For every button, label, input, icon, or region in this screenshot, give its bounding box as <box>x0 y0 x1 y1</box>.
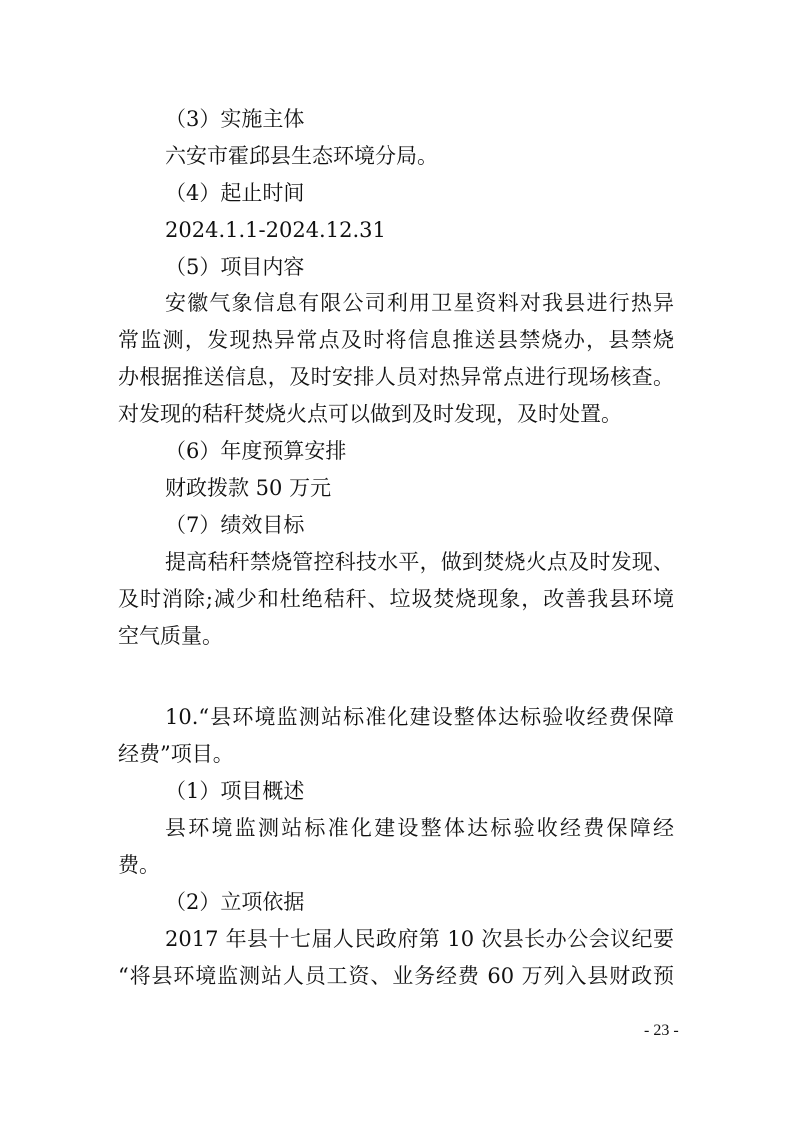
paragraph-project-content-line-1: 安徽气象信息有限公司利用卫星资料对我县进行热异 <box>165 291 674 315</box>
paragraph-annual-budget: 财政拨款 50 万元 <box>165 476 332 500</box>
heading-project-overview: （1）项目概述 <box>165 779 305 803</box>
heading-performance-goals: （7）绩效目标 <box>165 513 305 537</box>
paragraph-project-content-line-4: 对发现的秸秆焚烧火点可以做到及时发现，及时处置。 <box>118 402 622 426</box>
paragraph-project-basis-line-1: 2017 年县十七届人民政府第 10 次县长办公会议纪要 <box>165 927 674 951</box>
paragraph-performance-goals-line-3: 空气质量。 <box>118 624 223 648</box>
paragraph-project-basis-line-2: “将县环境监测站人员工资、业务经费 60 万列入县财政预 <box>118 964 674 988</box>
paragraph-performance-goals-line-2: 及时消除;减少和杜绝秸秆、垃圾焚烧现象，改善我县环境 <box>118 587 674 611</box>
paragraph-project-content-line-3: 办根据推送信息，及时安排人员对热异常点进行现场核查。 <box>118 365 674 389</box>
project-10-title-line-1: 10.“县环境监测站标准化建设整体达标验收经费保障 <box>165 705 674 729</box>
page-number: - 23 - <box>644 1022 679 1039</box>
paragraph-project-content-line-2: 常监测，发现热异常点及时将信息推送县禁烧办，县禁烧 <box>118 328 674 352</box>
heading-implementing-body: （3）实施主体 <box>165 107 305 131</box>
heading-project-content: （5）项目内容 <box>165 255 305 279</box>
paragraph-project-overview-line-1: 县环境监测站标准化建设整体达标验收经费保障经 <box>165 816 674 840</box>
project-10-title-line-2: 经费”项目。 <box>118 742 234 766</box>
paragraph-time-range: 2024.1.1-2024.12.31 <box>165 218 386 242</box>
heading-time-range: （4）起止时间 <box>165 181 305 205</box>
paragraph-implementing-body: 六安市霍邱县生态环境分局。 <box>165 144 438 168</box>
heading-project-basis: （2）立项依据 <box>165 890 305 914</box>
paragraph-performance-goals-line-1: 提高秸秆禁烧管控科技水平，做到焚烧火点及时发现、 <box>165 550 674 574</box>
paragraph-project-overview-line-2: 费。 <box>118 853 160 877</box>
heading-annual-budget: （6）年度预算安排 <box>165 439 347 463</box>
